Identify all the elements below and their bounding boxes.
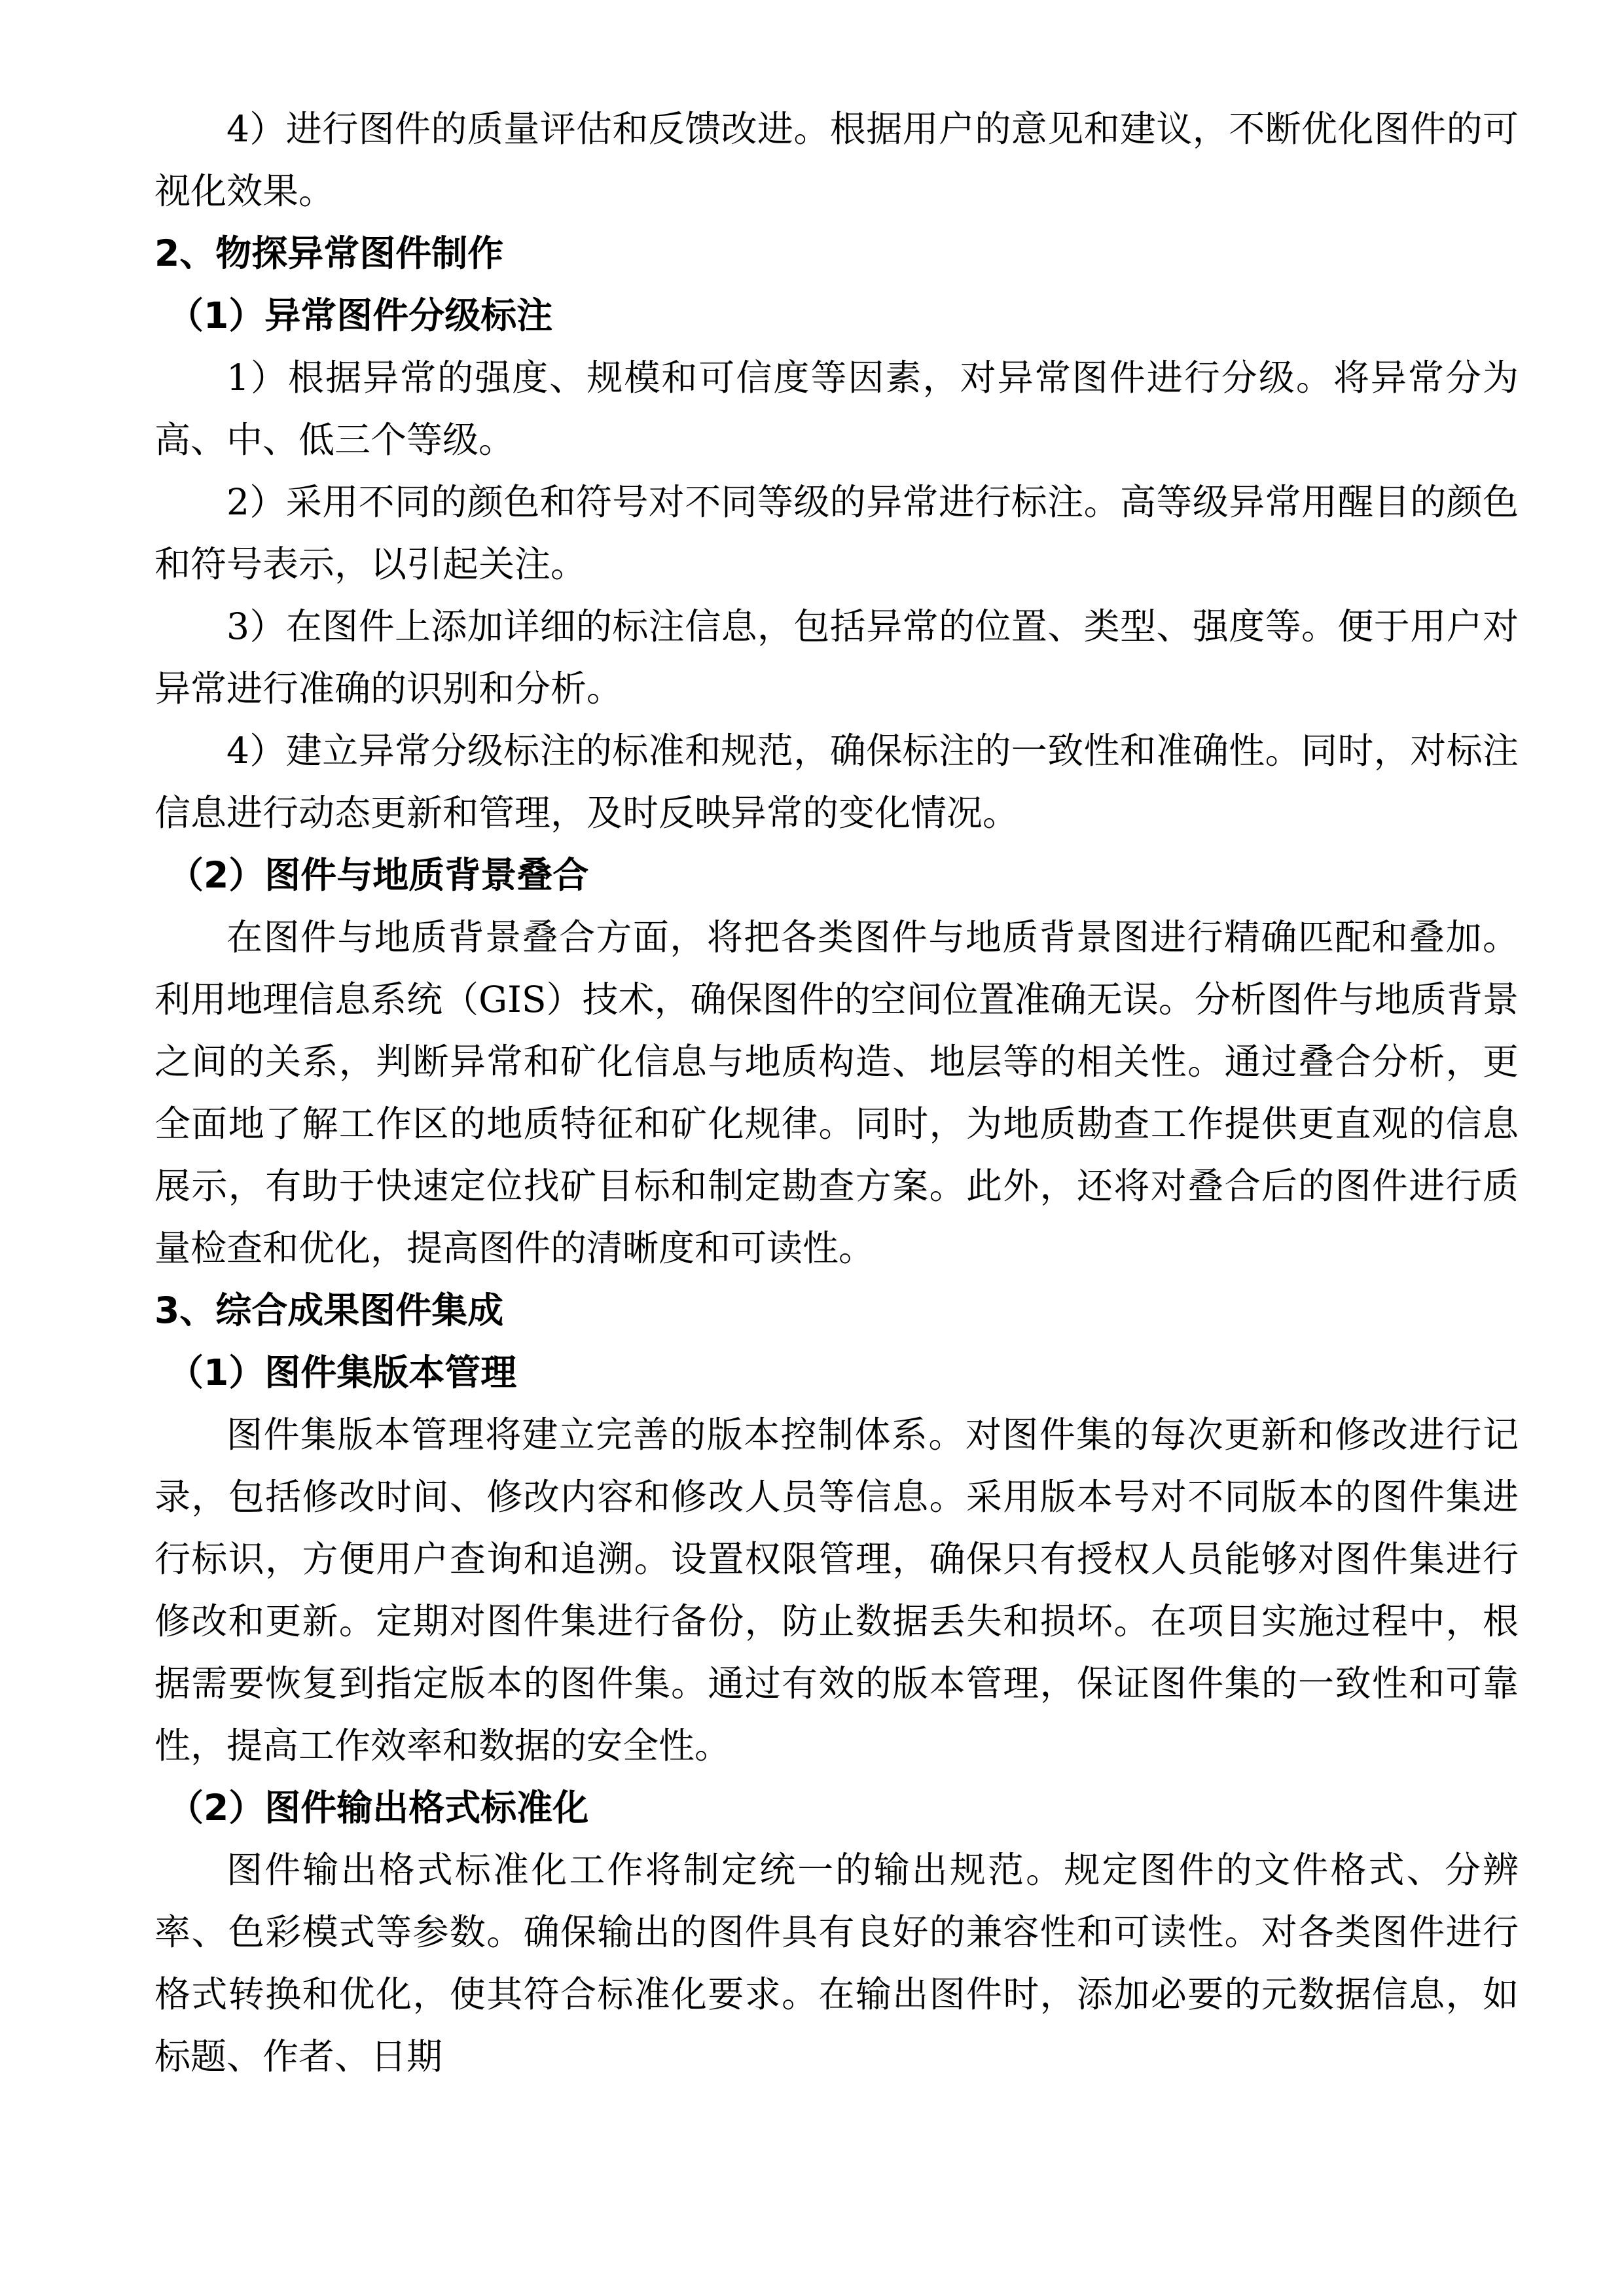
body-paragraph-version-management: 图件集版本管理将建立完善的版本控制体系。对图件集的每次更新和修改进行记录，包括修改时间、修改内容和修改人员等信息。采用版本号对不同版本的图件集进行标识，方便用户查询和追溯。设置权限管理，确保只有授权人员能够对图件集进行修改和更新。定期对图件集进行备份，防止数据丢失和损坏。在项目实施过程中，根据需要恢复到指定版本的图件集。通过有效的版本管理，保证图件集的一致性和可靠性，提高工作效率和数据的安全性。 bbox=[154, 1414, 1519, 1767]
body-paragraph-output-format: 图件输出格式标准化工作将制定统一的输出规范。规定图件的文件格式、分辨率、色彩模式等参数。确保输出的图件具有良好的兼容性和可读性。对各类图件进行格式转换和优化，使其符合标准化要求。在输出图件时，添加必要的元数据信息，如标题、作者、日期 bbox=[154, 1849, 1519, 2077]
numbered-paragraph-3-detailed-annotation-info: 3）在图件上添加详细的标注信息，包括异常的位置、类型、强度等。便于用户对异常进行准确的识别和分析。 bbox=[154, 605, 1519, 709]
body-paragraph-overlay: 在图件与地质背景叠合方面，将把各类图件与地质背景图进行精确匹配和叠加。利用地理信息系统（GIS）技术，确保图件的空间位置准确无误。分析图件与地质背景之间的关系，判断异常和矿化信息与地质构造、地层等的相关性。通过叠合分析，更全面地了解工作区的地质特征和矿化规律。同时，为地质勘查工作提供更直观的信息展示，有助于快速定位找矿目标和制定勘查方案。此外，还将对叠合后的图件进行质量检查和优化，提高图件的清晰度和可读性。 bbox=[154, 916, 1519, 1269]
heading-3-integrated-results-map-integration: 3、综合成果图件集成 bbox=[154, 1289, 504, 1331]
heading-3-1-map-set-version-management: （1）图件集版本管理 bbox=[168, 1352, 517, 1393]
heading-3-2-output-format-standardization: （2）图件输出格式标准化 bbox=[168, 1787, 589, 1829]
heading-2-1-anomaly-grading-annotation: （1）异常图件分级标注 bbox=[168, 295, 553, 336]
numbered-paragraph-4-annotation-standard: 4）建立异常分级标注的标准和规范，确保标注的一致性和准确性。同时，对标注信息进行动态更新和管理，及时反映异常的变化情况。 bbox=[154, 730, 1519, 834]
numbered-paragraph-1-grading-by-intensity: 1）根据异常的强度、规模和可信度等因素，对异常图件进行分级。将异常分为高、中、低三个等级。 bbox=[154, 357, 1519, 461]
document-body bbox=[154, 98, 1519, 2088]
heading-2-2-map-geology-overlay: （2）图件与地质背景叠合 bbox=[168, 854, 589, 896]
heading-2-geophysical-anomaly-map-production: 2、物探异常图件制作 bbox=[154, 232, 504, 274]
numbered-paragraph-2-color-symbol-annotation: 2）采用不同的颜色和符号对不同等级的异常进行标注。高等级异常用醒目的颜色和符号表示，以引起关注。 bbox=[154, 481, 1519, 585]
numbered-paragraph-4-quality-assessment: 4）进行图件的质量评估和反馈改进。根据用户的意见和建议，不断优化图件的可视化效果。 bbox=[154, 108, 1519, 212]
